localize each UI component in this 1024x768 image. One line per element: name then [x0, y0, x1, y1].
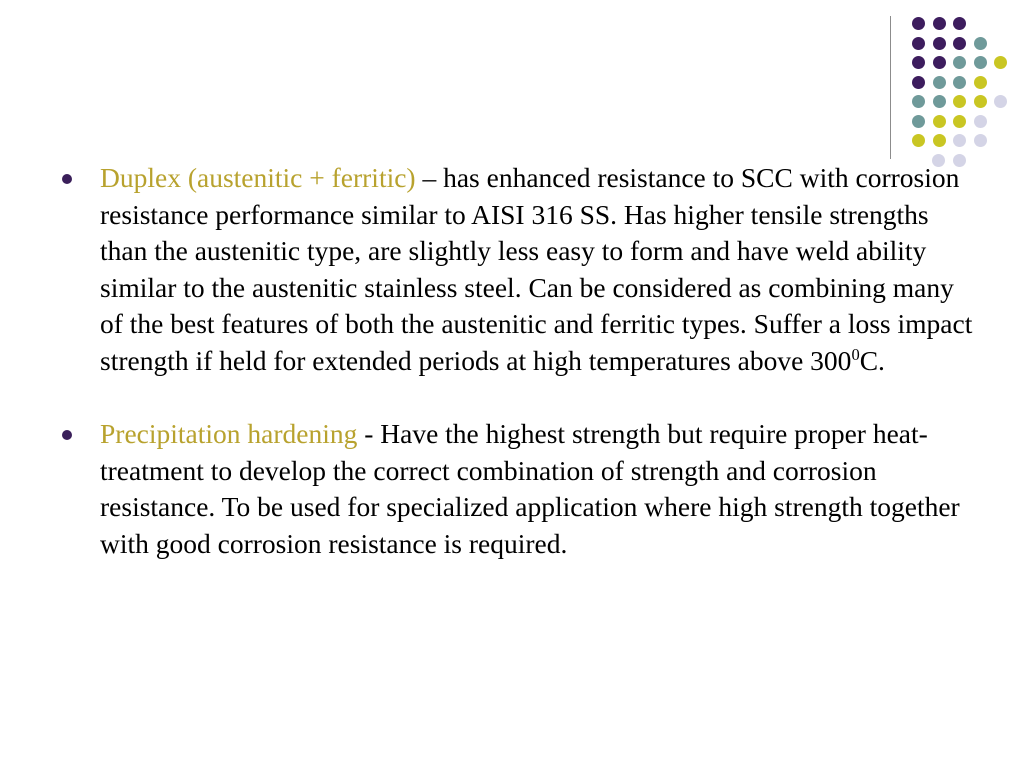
decorative-dot-purple	[912, 56, 925, 69]
decorative-dot-purple	[953, 37, 966, 50]
decorative-dot-yellow	[933, 115, 946, 128]
decorative-dot-teal	[953, 76, 966, 89]
bullet-marker-icon	[62, 174, 72, 184]
decorative-dot-teal	[933, 76, 946, 89]
decorative-dot-lavender	[974, 134, 987, 147]
decorative-dot-lavender	[974, 115, 987, 128]
decorative-dot-purple	[933, 37, 946, 50]
decorative-dot-teal	[912, 115, 925, 128]
decorative-dot-purple	[912, 37, 925, 50]
decorative-dot-yellow	[912, 134, 925, 147]
bullet-term: Precipitation hardening	[100, 418, 358, 449]
decorative-dot-yellow	[974, 76, 987, 89]
bullet-description: – has enhanced resistance to SCC with corrosion resistance performance similar to AISI 316 SS. Has higher tensile strengths than the austenitic type, are slightly less easy to form and have weld ability similar to the austenitic stainless steel. Can be considered as combining many of the best features of both the austenitic and ferritic types. Suffer a loss impact strength if held for extended periods at high temperatures above 300	[100, 162, 973, 376]
bullet-description-end: C.	[859, 344, 885, 376]
decorative-dot-purple	[912, 76, 925, 89]
bullet-text	[100, 416, 982, 562]
decorative-dot-yellow	[953, 95, 966, 108]
decorative-dot-teal	[912, 95, 925, 108]
decorative-dot-yellow	[994, 56, 1007, 69]
bullet-item-precipitation-hardening	[62, 416, 982, 562]
decorative-dot-teal	[974, 56, 987, 69]
bullet-term: Duplex (austenitic + ferritic)	[100, 162, 416, 193]
bullet-marker-icon	[62, 430, 72, 440]
decorative-dot-grid	[0, 0, 1024, 170]
decorative-dot-purple	[933, 17, 946, 30]
decorative-dot-purple	[912, 17, 925, 30]
bullet-description: - Have the highest strength but require proper heat-treatment to develop the correct combination of strength and corrosion resistance. To be used for specialized application where high strength together with good corrosion resistance is required.	[100, 418, 960, 559]
superscript-degree: 0	[851, 344, 860, 364]
decorative-dot-yellow	[974, 95, 987, 108]
decorative-dot-teal	[953, 56, 966, 69]
bullet-list	[62, 160, 982, 562]
decorative-dot-yellow	[953, 115, 966, 128]
decorative-dot-lavender	[994, 95, 1007, 108]
decorative-dot-purple	[953, 17, 966, 30]
bullet-text	[100, 160, 982, 379]
bullet-item-duplex	[62, 160, 982, 379]
decorative-dot-purple	[933, 56, 946, 69]
decorative-dot-teal	[933, 95, 946, 108]
decorative-dot-lavender	[953, 134, 966, 147]
decorative-dot-yellow	[933, 134, 946, 147]
decorative-dot-teal	[974, 37, 987, 50]
